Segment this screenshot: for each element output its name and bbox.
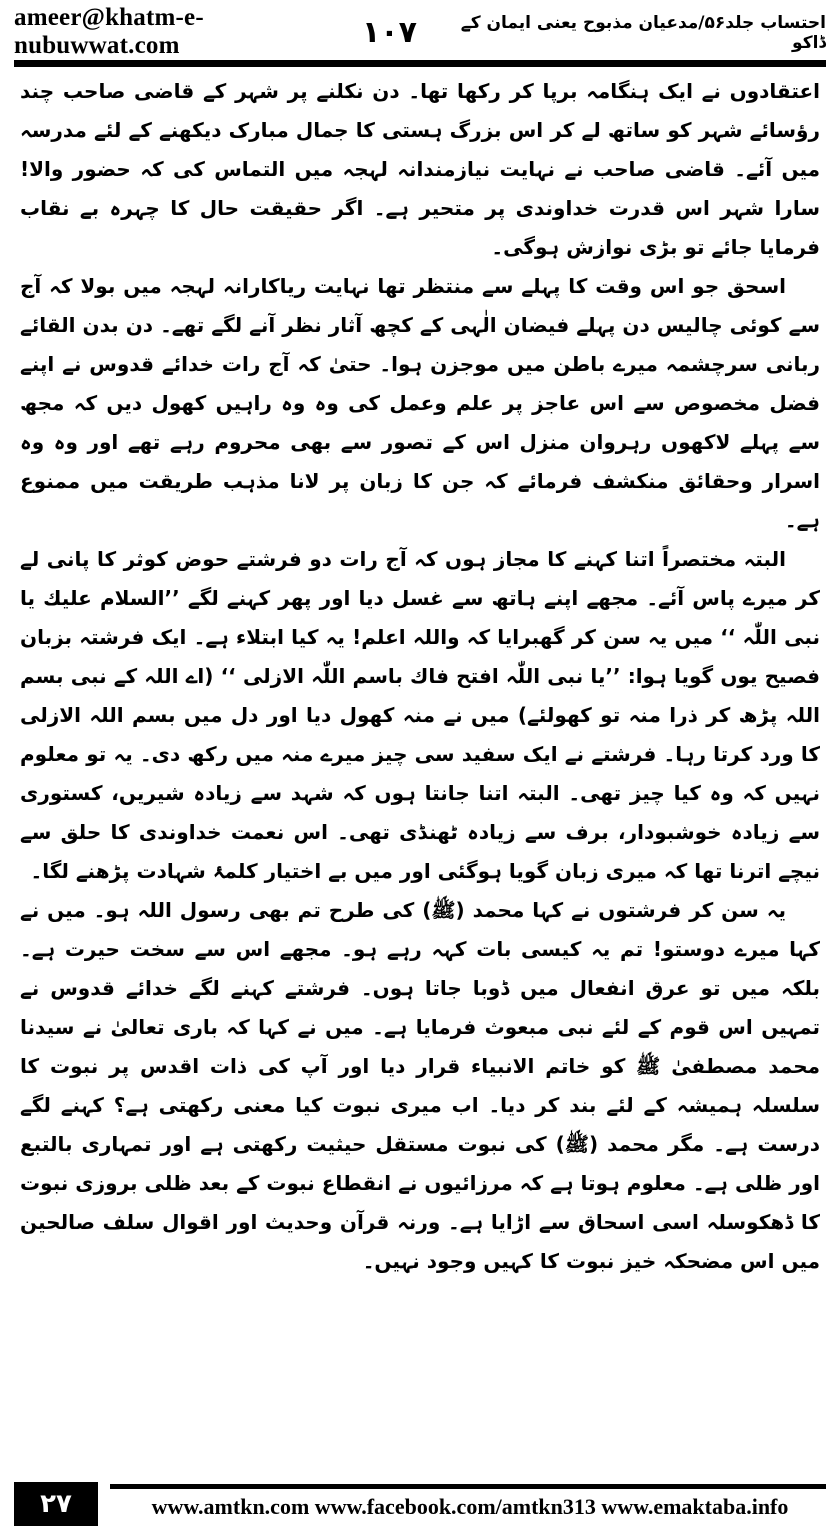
header-rule: [14, 60, 826, 67]
journal-title: احتساب جلد۵۶/مدعیان مذبوح یعنی ایمان کے ڈاکو: [460, 12, 826, 53]
footer-links: www.amtkn.com www.facebook.com/amtkn313 www.emaktaba.info: [151, 1494, 789, 1519]
sheet-number: ٢٧: [14, 1482, 98, 1526]
page-number: ١٠٧: [361, 14, 417, 50]
paragraph-3: البتہ مختصراً اتنا کہنے کا مجاز ہوں کہ آج رات دو فرشتے حوض کوثر کا پانی لے کر میرے پاس آئے۔ مجھے اپنے ہاتھ سے غسل دیا اور پھر کہنے لگے ’’السلام علیك یا نبی اللّٰہ ‘‘ میں یہ سن کر گھبرایا کہ واللہ اعلم! یہ کیا ابتلاء ہے۔ ایک فرشتہ بزبان فصیح یوں گویا ہوا: ’’یا نبی اللّٰہ افتح فاك باسم اللّٰہ الازلی ‘‘ (اے اللہ کے نبی بسم اللہ پڑھ کر ذرا منہ تو کھولئے) میں نے منہ کھول دیا اور دل میں بسم اللہ الازلی کا ورد کرتا رہا۔ فرشتے نے ایک سفید سی چیز میرے منہ میں رکھ دی۔ یہ تو معلوم نہیں کہ وہ کیا چیز تھی۔ البتہ اتنا جانتا ہوں کہ شہد سے زیادہ شیریں، کستوری سے زیادہ خوشبودار، برف سے زیادہ ٹھنڈی تھی۔ اس نعمت خداوندی کا حلق سے نیچے اترنا تھا کہ میری زبان گویا ہوگئی اور میں بے اختیار کلمۂ شہادت پڑھنے لگا۔: [20, 547, 820, 883]
header-title-block: [362, 12, 826, 53]
page-header: [14, 4, 826, 59]
article-body: [20, 72, 820, 1462]
paragraph-2: اسحق جو اس وقت کا پہلے سے منتظر تھا نہایت ریاکارانہ لہجہ میں بولا کہ آج سے کوئی چالیس دن پہلے فیضان الٰہی کے کچھ آثار نظر آنے لگے تھے۔ دن بدن القائے ربانی سرچشمہ میرے باطن میں موجزن ہوا۔ حتیٰ کہ آج رات خدائے قدوس نے اپنے فضل مخصوص سے اس عاجز پر علم وعمل کی وہ وہ راہیں کھول دیں کہ مجھ سے پہلے لاکھوں رہروان منزل اس کے تصور سے بھی محروم رہے تھے اور وہ وہ اسرار وحقائق منکشف فرمائے کہ جن کا زبان پر لانا مذہب طریقت میں ممنوع ہے۔: [20, 274, 820, 532]
footer-rule: [110, 1484, 826, 1489]
paragraph-4: یہ سن کر فرشتوں نے کہا محمد (ﷺ) کی طرح تم بھی رسول اللہ ہو۔ میں نے کہا میرے دوستو! تم یہ کیسی بات کہہ رہے ہو۔ مجھے اس سے سخت حیرت ہے۔ بلکہ میں تو عرق انفعال میں ڈوبا جاتا ہوں۔ فرشتے کہنے لگے خدائے قدوس نے تمہیں اس قوم کے لئے نبی مبعوث فرمایا ہے۔ میں نے کہا کہ باری تعالیٰ نے سیدنا محمد مصطفیٰ ﷺ کو خاتم الانبیاء قرار دیا اور آپ کی ذات اقدس پر نبوت کا سلسلہ ہمیشہ کے لئے بند کر دیا۔ اب میری نبوت کیا معنی رکھتی ہے؟ کہنے لگے درست ہے۔ مگر محمد (ﷺ) کی نبوت مستقل حیثیت رکھتی ہے اور تمہاری بالتبع اور ظلی ہے۔ معلوم ہوتا ہے کہ مرزائیوں نے انقطاع نبوت کے بعد ظلی بروزی نبوت کا ڈھکوسلہ اسی اسحاق سے اڑایا ہے۔ ورنہ قرآن وحدیث اور اقوال سلف صالحین میں اس مضحکہ خیز نبوت کا کہیں وجود نہیں۔: [20, 898, 820, 1273]
page-footer: [14, 1482, 826, 1528]
header-email: ameer@khatm-e-nubuwwat.com: [14, 4, 204, 59]
paragraph-1: اعتقادوں نے ایک ہنگامہ برپا کر رکھا تھا۔ دن نکلنے پر شہر کے قاضی صاحب چند رؤسائے شہر کو ساتھ لے کر اس بزرگ ہستی کا جمال مبارک دیکھنے کے لئے مدرسہ میں آئے۔ قاضی صاحب نے نہایت نیازمندانہ لہجہ میں التماس کی کہ حضور والا! سارا شہر اس قدرت خداوندی پر متحیر ہے۔ اگر حقیقت حال کا چہرہ بے نقاب فرمایا جائے تو بڑی نوازش ہوگی۔: [20, 79, 820, 259]
